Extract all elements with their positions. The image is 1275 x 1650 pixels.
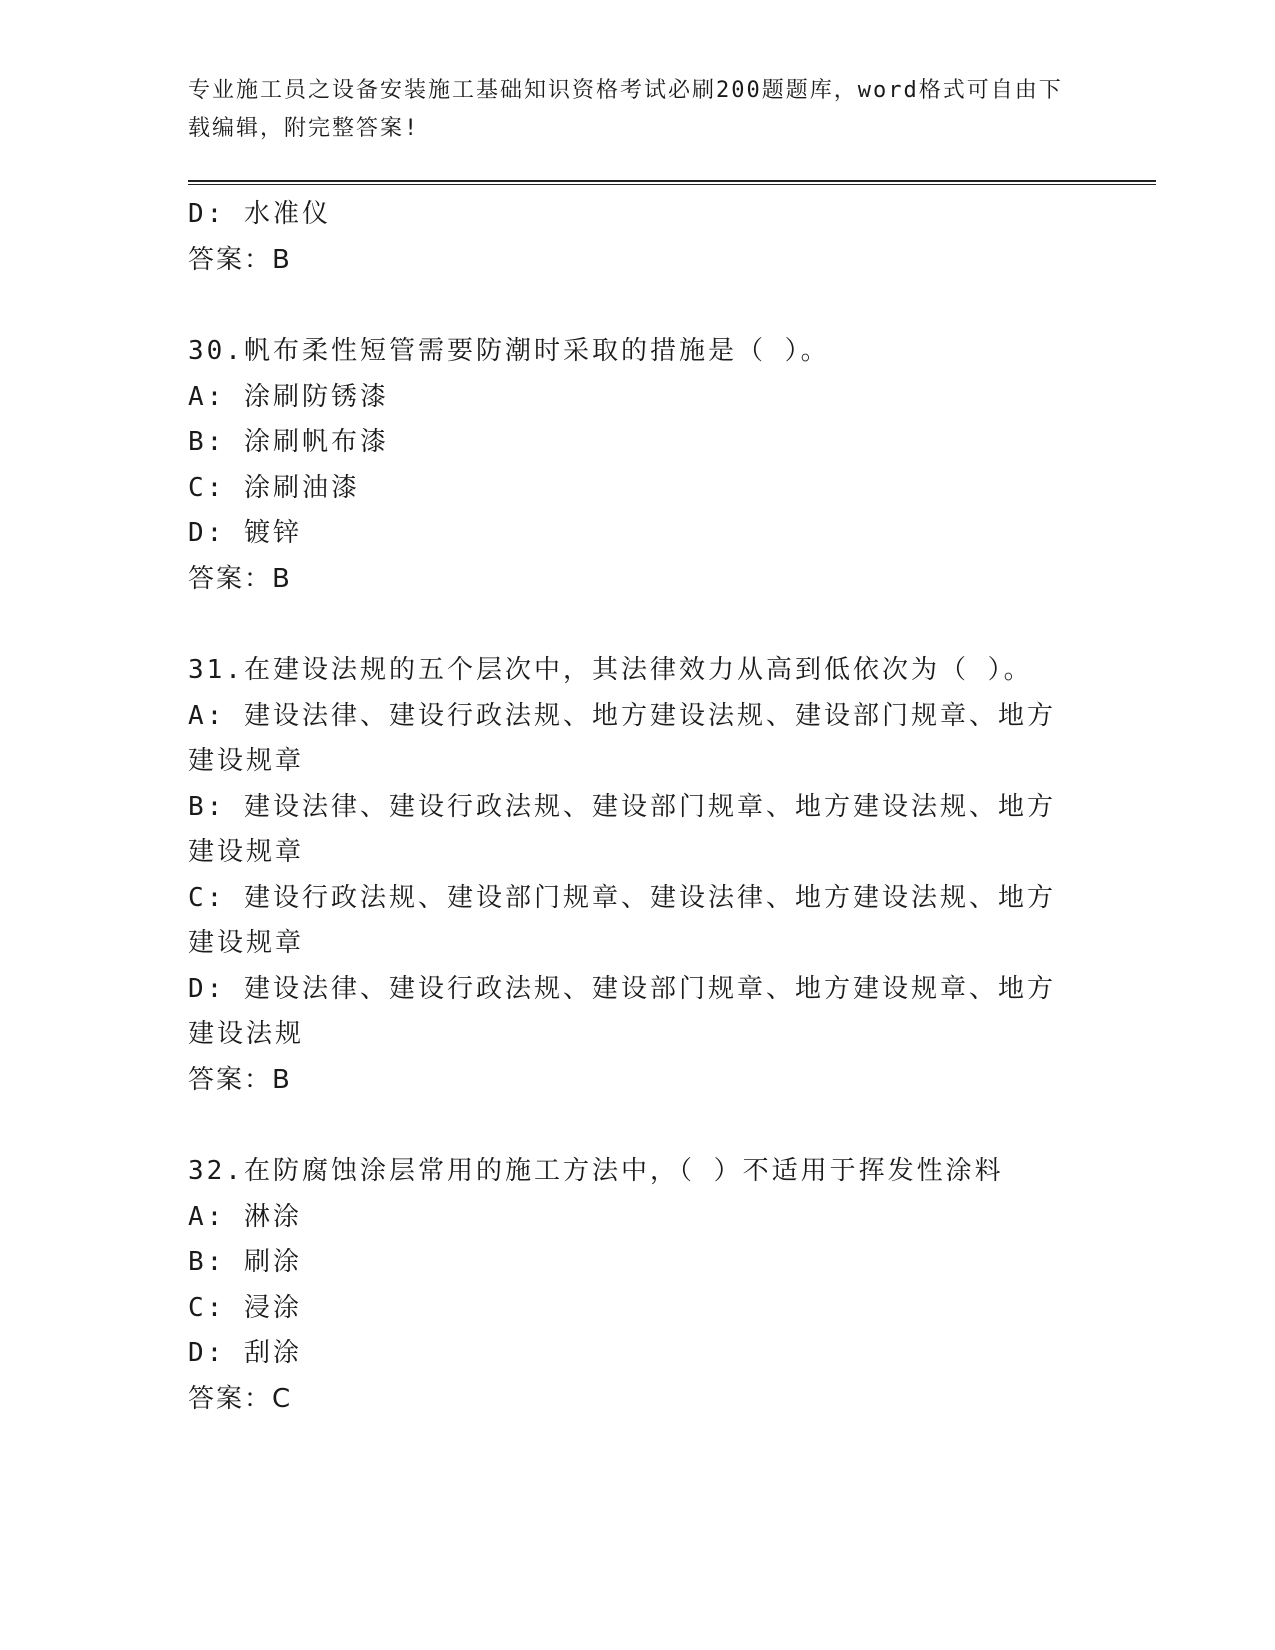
answer-line: 答案：B [188,244,292,275]
option-c: C: 浸涂 [188,1292,302,1323]
question-stem: 30.帆布柔性短管需要防潮时采取的措施是（ ）。 [188,336,830,366]
option-b: B: 刷涂 [188,1247,302,1277]
answer-line: 答案：C [188,1383,293,1414]
question-32 [188,1149,1088,1422]
option-a: A: 淋涂 [188,1201,302,1232]
question-content [188,192,1088,1422]
spacer [188,283,1088,329]
option-d: D: 镀锌 [188,518,302,548]
answer-line: 答案：B [188,1064,292,1095]
option-d: D: 刮涂 [188,1338,302,1368]
spacer [188,602,1088,648]
document-header: 专业施工员之设备安装施工基础知识资格考试必刷200题题库，word格式可自由下载编辑，附完整答案! [188,78,1063,141]
option-b: B: 涂刷帆布漆 [188,427,389,457]
header-divider [188,180,1156,182]
question-30 [188,329,1088,602]
option-d: D: 建设法律、建设行政法规、建设部门规章、地方建设规章、地方建设法规 [188,973,1056,1049]
header-divider-secondary [188,184,1156,185]
option-c: C: 涂刷油漆 [188,472,360,503]
question-stem: 31.在建设法规的五个层次中，其法律效力从高到低依次为（ ）。 [188,655,1033,685]
option-a: A: 涂刷防锈漆 [188,381,389,412]
question-stem: 32.在防腐蚀涂层常用的施工方法中，（ ）不适用于挥发性涂料 [188,1156,1004,1186]
question-31 [188,648,1088,1103]
option-a: A: 建设法律、建设行政法规、地方建设法规、建设部门规章、地方建设规章 [188,700,1056,776]
previous-question-tail [188,192,1088,283]
spacer [188,1103,1088,1149]
option-c: C: 建设行政法规、建设部门规章、建设法律、地方建设法规、地方建设规章 [188,882,1056,958]
option-d: D: 水准仪 [188,199,331,229]
answer-line: 答案：B [188,563,292,594]
option-b: B: 建设法律、建设行政法规、建设部门规章、地方建设法规、地方建设规章 [188,791,1056,867]
